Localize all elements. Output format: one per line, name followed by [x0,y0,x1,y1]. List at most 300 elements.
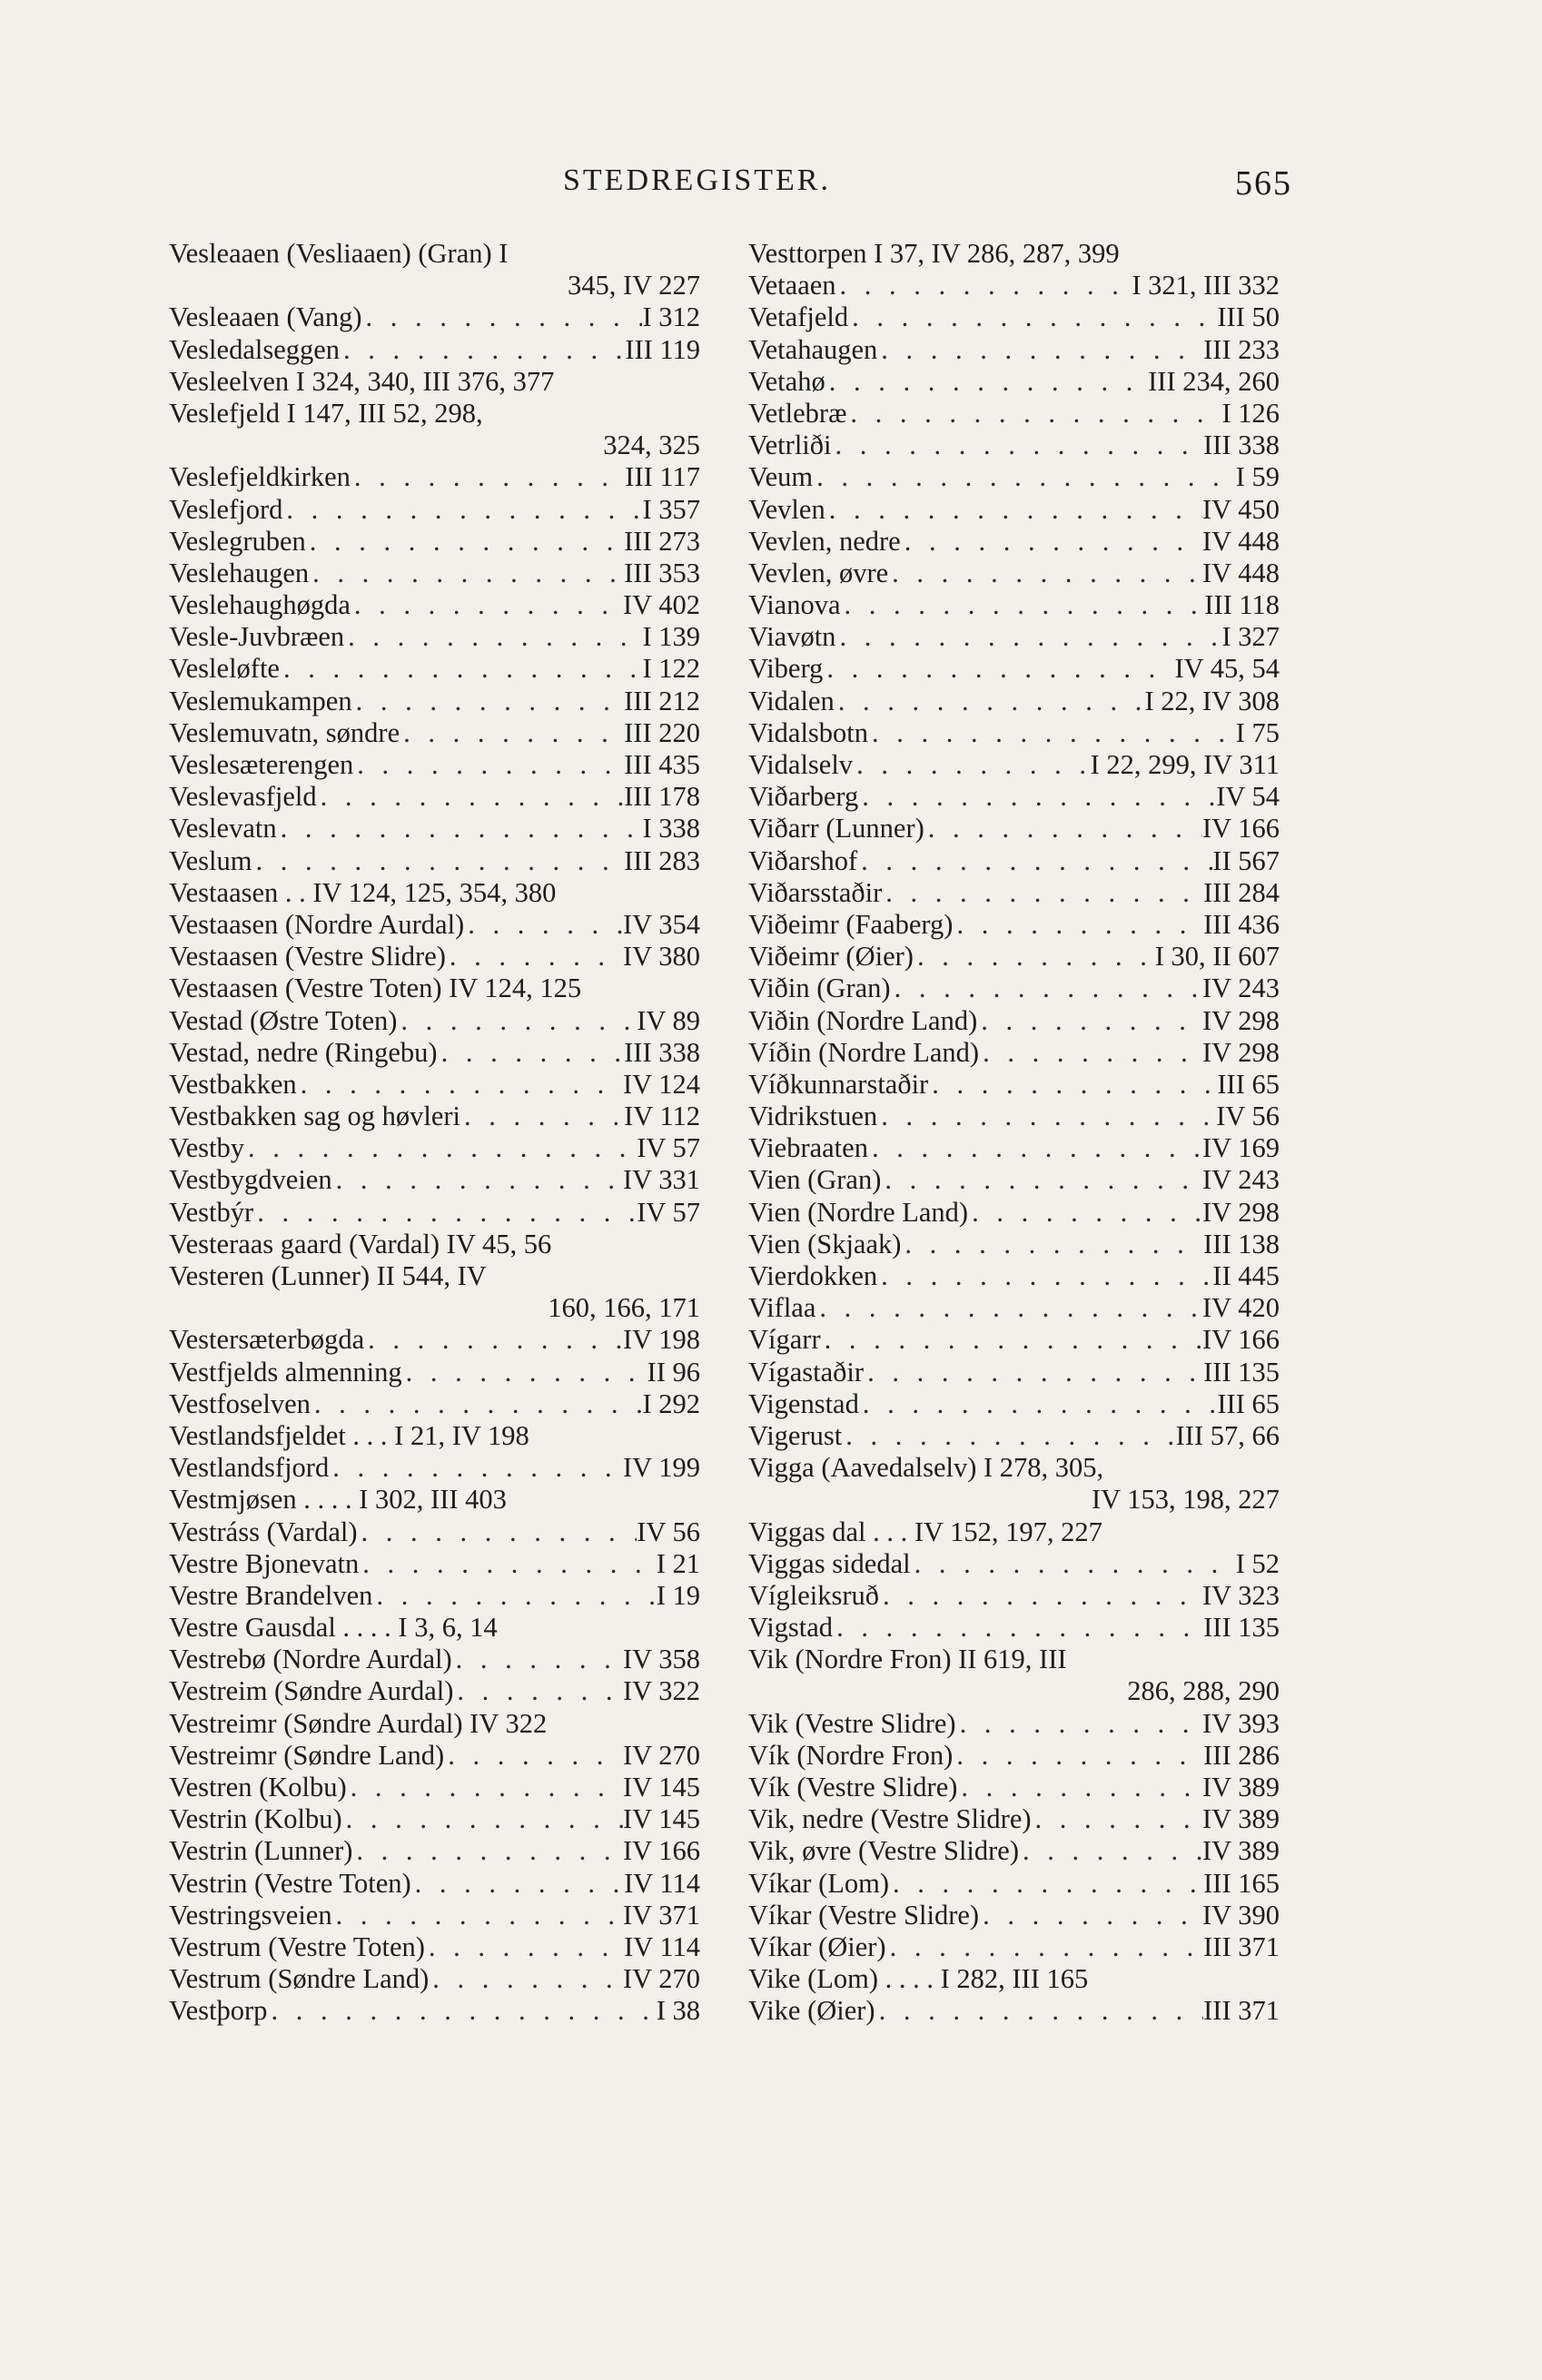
index-entry [169,845,700,877]
leader-dots [425,1931,624,1963]
entry-name: Vestaasen . . IV 124, 125, 354, 380 [169,876,557,908]
page-number: 565 [1235,164,1292,202]
entry-reference: IV 354 [622,908,700,940]
entry-name: Veslesæterengen [169,749,354,780]
index-entry [748,589,1280,621]
entry-reference: IV 56 [1216,1101,1280,1132]
entry-reference: II 96 [647,1356,700,1388]
entry-reference: I 321, III 332 [1132,270,1280,301]
entry-name: Veslevasfjeld [169,781,317,813]
entry-reference: IV 145 [622,1803,700,1835]
entry-name: Veslehaugen [169,557,310,588]
entry-reference: IV 112 [624,1101,700,1132]
leader-dots [329,1452,623,1484]
entry-name: Veslemukampen [169,685,352,716]
index-entry [169,1931,700,1963]
entry-reference: IV 389 [1201,1772,1280,1802]
entry-name: Vestfjelds almenning [169,1356,402,1388]
leader-dots [901,526,1202,558]
leader-dots [815,1292,1202,1324]
index-entry [169,1835,700,1867]
leader-dots [853,749,1091,781]
entry-reference: IV 389 [1201,1803,1280,1835]
leader-dots [859,1388,1218,1420]
leader-dots [821,1324,1202,1356]
index-entry [169,1357,700,1388]
entry-name: Vestby [169,1132,245,1164]
entry-name: Vestreim (Søndre Aurdal) [169,1675,454,1707]
index-entry [169,1580,700,1612]
index-entry [169,366,700,398]
leader-dots [979,1900,1202,1931]
index-entry [748,1229,1280,1260]
entry-reference: IV 166 [622,1835,700,1867]
leader-dots [877,334,1203,366]
leader-dots [359,1548,656,1580]
leader-dots [833,1612,1203,1644]
index-entry [748,749,1280,781]
entry-name: Vestlandsfjord [169,1452,330,1484]
leader-dots [957,1772,1202,1803]
entry-reference: IV 45, 54 [1174,653,1280,685]
entry-reference: I 312 [642,301,700,333]
entry-reference: IV 199 [622,1452,700,1484]
index-entry [748,686,1280,717]
entry-name: Viðeimr (Øier) [748,941,914,973]
index-entry [748,238,1280,270]
entry-continuation: 345, IV 227 [567,270,700,301]
entry-reference: III 286 [1203,1739,1280,1771]
entry-reference: I 122 [642,653,700,685]
entry-reference: I 75 [1235,716,1280,748]
leader-dots [353,749,624,781]
leader-dots [832,430,1204,461]
leader-dots [306,526,624,558]
index-entry [169,589,700,621]
entry-reference: III 371 [1203,1931,1280,1962]
leader-dots [309,558,624,589]
index-entry [169,1452,700,1484]
entry-name: Viðarshof [748,844,858,876]
entry-reference: I 338 [642,813,700,844]
entry-name: Vetaaen [748,270,836,301]
entry-name: Veslehaughøgda [169,589,351,621]
entry-name: Vesleelven I 324, 340, III 376, 377 [169,365,555,397]
entry-name: Vestmjøsen . . . . I 302, III 403 [169,1484,507,1516]
leader-dots [282,494,642,526]
entry-name: Vik, øvre (Vestre Slidre) [748,1835,1020,1867]
entry-reference: IV 57 [637,1196,700,1228]
leader-dots [429,1963,623,1995]
entry-reference: III 50 [1217,301,1280,333]
leader-dots [444,1740,623,1772]
index-entry [748,909,1280,941]
index-entry [169,1132,700,1164]
index-entry [169,1229,700,1260]
entry-reference: III 233 [1203,333,1280,365]
index-entry [169,238,700,270]
entry-reference: I 38 [656,1995,700,2027]
entry-name: Vestre Gausdal . . . . I 3, 6, 14 [169,1612,498,1644]
leader-dots [411,1868,624,1900]
entry-reference: III 284 [1203,876,1280,908]
index-entry [169,1803,700,1835]
entry-name: Viðarberg [748,781,859,813]
entry-name: Vidalen [748,685,835,716]
entry-name: Vierdokken [748,1260,878,1291]
index-entry [748,973,1280,1004]
entry-reference: III 273 [624,525,700,557]
entry-name: Vesteraas gaard (Vardal) IV 45, 56 [169,1228,552,1259]
entry-reference: II 445 [1212,1260,1280,1291]
index-entry [169,334,700,366]
entry-name: Vigerust [748,1419,843,1451]
entry-name: Vestad, nedre (Ringebu) [169,1036,438,1068]
leader-dots [372,1580,656,1612]
index-entry [169,1644,700,1675]
entry-reference: IV 323 [1201,1579,1280,1611]
entry-name: Vestaasen (Vestre Toten) IV 124, 125 [169,973,582,1004]
index-entry [169,1324,700,1356]
leader-dots [277,813,643,844]
leader-dots [868,1132,1202,1164]
index-entry [748,398,1280,430]
leader-dots [977,1005,1202,1037]
leader-dots [351,589,623,621]
entry-reference: IV 448 [1201,525,1280,557]
entry-reference: III 212 [624,685,700,716]
index-entry [748,1132,1280,1164]
entry-reference: IV 450 [1201,493,1280,525]
index-entry [169,558,700,589]
leader-dots [362,301,643,333]
leader-dots [332,1900,623,1931]
entry-reference: III 338 [624,1036,700,1068]
index-entry [748,1644,1280,1675]
index-entry [748,1420,1280,1452]
index-entry [169,877,700,909]
entry-reference: IV 124 [622,1068,700,1100]
entry-reference: IV 169 [1201,1132,1280,1164]
entry-reference: I 52 [1235,1547,1280,1579]
entry-name: Vesteren (Lunner) II 544, IV [169,1260,487,1291]
index-entry [169,909,700,941]
entry-name: Veslefjeldkirken [169,461,351,493]
leader-dots [400,717,624,749]
leader-dots [453,1675,623,1707]
entry-reference: IV 145 [622,1772,700,1802]
entry-name: Vien (Gran) [748,1164,882,1196]
leader-dots [842,1420,1175,1452]
entry-reference: III 65 [1217,1068,1280,1100]
entry-reference: IV 166 [1201,1324,1280,1356]
index-entry [169,1260,700,1292]
entry-reference: III 371 [1203,1995,1280,2027]
leader-dots [858,781,1216,813]
leader-dots [252,845,625,877]
leader-dots [347,1772,623,1803]
leader-dots [332,1164,623,1196]
index-entry [169,1675,700,1707]
entry-reference: IV 322 [622,1675,700,1707]
entry-name: Vestrebø (Nordre Aurdal) [169,1644,452,1675]
index-entry [748,1740,1280,1772]
leader-dots [244,1132,637,1164]
index-entry [169,1388,700,1420]
entry-reference: IV 331 [622,1164,700,1196]
index-entry [748,1995,1280,2027]
entry-name: Vestreimr (Søndre Aurdal) IV 322 [169,1707,548,1739]
leader-dots [297,1069,623,1101]
leader-dots [280,653,642,685]
entry-name: Viavøtn [748,621,836,653]
index-entry [169,1197,700,1229]
entry-reference: III 283 [624,844,700,876]
entry-reference: IV 166 [1201,813,1280,844]
entry-name: Vestbygdveien [169,1164,332,1196]
entry-name: Vestbakken [169,1068,297,1100]
entry-name: Veum [748,461,814,493]
index-entry [169,1516,700,1548]
leader-dots [891,973,1202,1004]
leader-dots [836,270,1132,301]
entry-name: Vík (Nordre Fron) [748,1739,954,1771]
entry-name: Vike (Lom) . . . . I 282, III 165 [748,1963,1089,1995]
entry-continuation: 324, 325 [603,430,700,461]
entry-name: Veslefjord [169,493,283,525]
entry-name: Víkar (Lom) [748,1867,889,1899]
entry-name: Vetrliði [748,430,832,461]
entry-name: Vien (Nordre Land) [748,1196,969,1228]
entry-name: Vestþorp [169,1995,268,2027]
entry-reference: III 435 [624,749,700,780]
entry-name: Vesle-Juvbræen [169,621,345,653]
index-entry [748,1612,1280,1644]
leader-dots [317,781,625,813]
index-entry [169,621,700,653]
index-entry [169,1868,700,1900]
index-entry [748,558,1280,589]
entry-reference: III 178 [624,781,700,813]
leader-dots [911,1548,1236,1580]
entry-name: Viggas dal . . . IV 152, 197, 227 [748,1516,1102,1547]
leader-dots [352,1835,623,1867]
entry-name: Vestrin (Vestre Toten) [169,1867,411,1899]
leader-dots [402,1357,647,1388]
entry-reference: III 165 [1203,1867,1280,1899]
entry-name: Veslevatn [169,813,277,844]
index-entry [169,1708,700,1740]
entry-reference: IV 243 [1201,973,1280,1004]
leader-dots [464,909,623,941]
entry-name: Vidrikstuen [748,1101,878,1132]
leader-dots [397,1005,637,1037]
entry-reference: IV 420 [1201,1292,1280,1324]
entry-reference: III 117 [625,461,700,493]
entry-name: Vestlandsfjeldet . . . I 21, IV 198 [169,1419,529,1451]
entry-name: Víðin (Nordre Land) [748,1036,980,1068]
entry-name: Vestrum (Vestre Toten) [169,1931,425,1962]
index-entry [169,1164,700,1196]
entry-reference: IV 402 [622,589,700,621]
entry-reference: III 57, 66 [1175,1419,1280,1451]
entry-reference: I 22, 299, IV 311 [1090,749,1280,780]
leader-dots [889,1868,1203,1900]
index-entry [748,1900,1280,1931]
index-entry [748,1516,1280,1548]
index-entry [169,461,700,493]
index-entry [748,1548,1280,1580]
entry-reference: IV 380 [622,941,700,973]
index-entry [748,494,1280,526]
entry-name: Vestfoselven [169,1388,311,1419]
index-entry [748,1835,1280,1867]
index-entry [748,270,1280,301]
index-entry [748,430,1280,461]
leader-dots [835,686,1145,717]
entry-name: Vestrin (Kolbu) [169,1803,342,1835]
leader-dots [823,653,1174,685]
index-entry [169,494,700,526]
entry-name: Vigga (Aavedalselv) I 278, 305, [748,1452,1104,1484]
entry-reference: I 292 [642,1388,700,1419]
index-entry [169,526,700,558]
leader-dots [841,589,1205,621]
entry-reference: IV 298 [1201,1004,1280,1036]
index-entry [169,1900,700,1931]
entry-name: Viebraaten [748,1132,868,1164]
index-entry [169,1740,700,1772]
entry-reference: III 138 [1203,1228,1280,1259]
index-entry [748,1452,1280,1484]
entry-reference: IV 389 [1201,1835,1280,1867]
entry-name: Vesleaaen (Vang) [169,301,362,333]
entry-name: Vestren (Kolbu) [169,1772,347,1802]
entry-reference: IV 298 [1201,1196,1280,1228]
entry-name: Veslum [169,844,252,876]
leader-dots [311,1388,643,1420]
entry-reference: IV 270 [622,1963,700,1995]
index-entry [169,1484,700,1516]
leader-dots [877,1101,1216,1132]
entry-reference: IV 243 [1201,1164,1280,1196]
leader-dots [340,334,625,366]
index-entry [169,941,700,973]
index-entry [748,334,1280,366]
entry-reference: I 22, IV 308 [1144,685,1280,716]
index-entry [748,1931,1280,1963]
entry-reference: III 118 [1204,589,1280,621]
leader-dots [879,1580,1202,1612]
entry-name: Veslegruben [169,525,306,557]
entry-reference: IV 371 [622,1899,700,1931]
entry-name: Vien (Skjaak) [748,1228,902,1259]
entry-name: Vevlen, øvre [748,557,889,588]
index-entry [169,781,700,813]
index-entry [748,1037,1280,1069]
entry-name: Vevlen [748,493,825,525]
index-entry [169,749,700,781]
leader-dots [886,1931,1204,1963]
entry-reference: I 21 [656,1547,700,1579]
leader-dots [460,1101,624,1132]
page-title: STEDREGISTER. [563,163,831,197]
entry-name: Veslemuvatn, søndre [169,716,400,748]
index-entry [748,877,1280,909]
index-entry [748,461,1280,493]
entry-name: Vesleaaen (Vesliaaen) (Gran) I [169,238,509,269]
index-entry [169,1420,700,1452]
entry-name: Vevlen, nedre [748,525,901,557]
leader-dots [848,301,1217,333]
entry-name: Viðeimr (Faaberg) [748,908,954,940]
entry-reference: IV 358 [622,1644,700,1675]
index-column-right [748,238,1280,2028]
entry-name: Vestbakken sag og høvleri [169,1101,461,1132]
entry-name: Vík (Vestre Slidre) [748,1772,958,1802]
index-entry [748,1708,1280,1740]
leader-dots [825,494,1202,526]
entry-reference: IV 448 [1201,557,1280,588]
entry-reference: IV 89 [637,1004,700,1036]
leader-dots [351,461,625,493]
entry-name: Vetlebræ [748,397,847,429]
entry-name: Viðin (Nordre Land) [748,1004,978,1036]
entry-name: Vianova [748,589,841,621]
leader-dots [924,813,1202,844]
entry-name: Vígarr [748,1324,821,1356]
entry-reference: IV 114 [624,1867,700,1899]
entry-reference: III 65 [1217,1388,1280,1419]
entry-continuation: IV 153, 198, 227 [1091,1484,1280,1516]
entry-name: Vik (Vestre Slidre) [748,1707,956,1739]
entry-name: Vesledalseggen [169,333,341,365]
leader-dots [825,366,1148,398]
leader-dots [864,1357,1203,1388]
entry-name: Víðkunnarstaðir [748,1068,929,1100]
entry-name: Viflaa [748,1292,816,1324]
entry-reference: III 338 [1203,430,1280,461]
index-entry [748,1324,1280,1356]
index-entry [169,813,700,844]
leader-dots [342,1803,623,1835]
leader-dots [813,461,1236,493]
entry-reference: IV 198 [622,1324,700,1356]
entry-reference: IV 56 [637,1516,700,1547]
entry-reference: IV 54 [1216,781,1280,813]
leader-dots [928,1069,1217,1101]
entry-reference: I 19 [656,1579,700,1611]
entry-name: Vestaasen (Nordre Aurdal) [169,908,465,940]
leader-dots [1032,1803,1202,1835]
index-entry [169,1069,700,1101]
index-entry [748,1292,1280,1324]
entry-name: Vígleiksruð [748,1579,880,1611]
entry-name: Vestbýr [169,1196,254,1228]
page-header [0,163,1542,209]
index-entry [748,1772,1280,1803]
index-entry [748,621,1280,653]
leader-dots [253,1197,637,1229]
index-entry [169,717,700,749]
entry-name: Vestaasen (Vestre Slidre) [169,941,446,973]
entry-name: Vesleløfte [169,653,280,685]
index-entry [748,1388,1280,1420]
leader-dots [344,621,642,653]
leader-dots [881,1164,1202,1196]
leader-dots [835,621,1221,653]
entry-reference: I 30, II 607 [1154,941,1280,973]
